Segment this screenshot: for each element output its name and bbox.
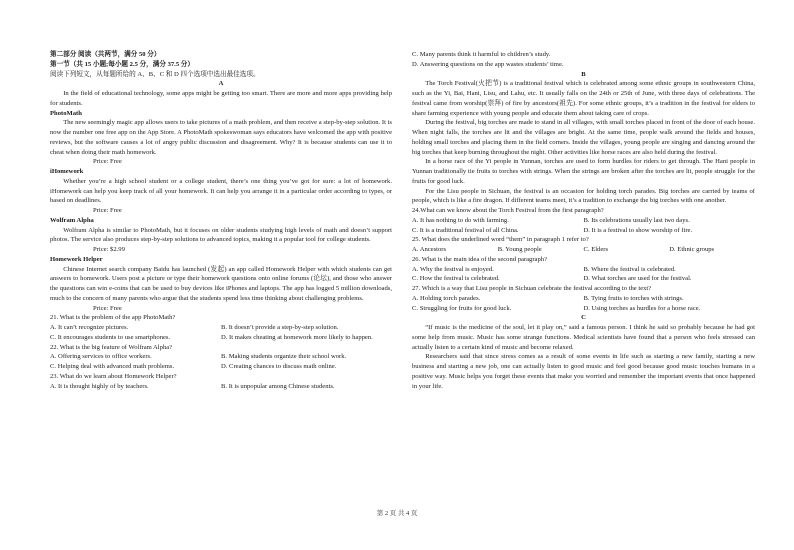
question-22: 22. What is the big feature of Wolfram Alpha? xyxy=(50,343,173,351)
wolfram-title: Wolfram Alpha xyxy=(50,216,94,224)
passage-b-paragraph-3: In a horse race of the Yi people in Yunnan, torches are used to form hurdles for riders to get through. The Hani people in Yunnan traditionally tie fruits to torches with strings. When the strings are broken after the torches are lit, people struggle for the fruits for good luck. xyxy=(412,158,755,185)
q23-option-d: D. Answering questions on the app wastes students’ time. xyxy=(412,60,564,68)
question-26-options-row-1 xyxy=(412,265,755,275)
q24-option-c: C. It is a traditional festival of all China. xyxy=(412,226,519,234)
q25-option-a: A. Ancestors xyxy=(412,246,447,253)
q21-option-c: C. It encourages students to use smartphones. xyxy=(50,333,171,341)
q27-option-d: D. Using torches as hurdles for a horse race. xyxy=(583,304,701,312)
instruction: 阅读下列短文，从每题所给的 A、B、C 和 D 四个选项中选出最佳选项。 xyxy=(50,70,260,78)
wolfram-price: Price: $2.99 xyxy=(93,246,125,253)
q25-option-d: D. Ethnic groups xyxy=(669,246,715,253)
ihomework-price: Price: Free xyxy=(93,207,122,214)
q25-option-b: B. Young people xyxy=(497,246,542,253)
homework-helper-paragraph: Chinese Internet search company Baidu has launched (发起) an app called Homework Helper with which students can get answers to homework. Users post a picture or type their homework questions onto online forums (论坛), and those who answer the questions can win e-coins that can be used to buy devices like iPhones and laptops. The app has logged 5 million downloads, much to the concern of many parents who argue that the students spend less time thinking about challenging problems. xyxy=(50,265,392,302)
question-26: 26. What is the main idea of the second paragraph? xyxy=(412,255,548,263)
homework-helper-price: Price: Free xyxy=(93,304,122,312)
question-24-options-row-1 xyxy=(412,216,755,226)
left-column xyxy=(50,50,392,391)
page-number-footer: 第 2 页 共 4 页 xyxy=(376,510,418,517)
q24-option-a: A. It has nothing to do with farming. xyxy=(412,216,509,224)
photomath-title: PhotoMath xyxy=(50,109,82,117)
passage-a-label: A xyxy=(218,80,224,88)
question-22-options-row-1 xyxy=(50,352,392,362)
q21-option-d: D. It makes cheating at homework more likely to happen. xyxy=(221,333,373,341)
question-22-options-row-2 xyxy=(50,362,392,372)
photomath-paragraph: The new seemingly magic app allows users to take pictures of a math problem, and then receive a step-by-step solution. It is now the number one free app on the App Store. A PhotoMath spokeswoman says educators have welcomed the app with positive reviews, but the software causes a lot of angry public discussion and disagreement. Why? It is because students can use it to cheat when doing their math homework. xyxy=(50,119,392,156)
q22-option-d: D. Creating chances to discuss math online. xyxy=(221,363,337,370)
question-23-options-row-1 xyxy=(50,382,392,392)
q24-option-b: B. Its celebrations usually last two days. xyxy=(583,216,690,224)
q26-option-a: A. Why the festival is enjoyed. xyxy=(412,265,494,273)
q25-option-c: C. Elders xyxy=(583,246,609,253)
photomath-price: Price: Free xyxy=(93,158,122,166)
q26-option-b: B. Where the festival is celebrated. xyxy=(583,265,676,273)
ihomework-paragraph: Whether you’re a high school student or a college student, there’s one thing you’ve got for sure: a lot of homework. iHomework can help you keep track of all your homework. It can help you arrange it in a particular order according to types, or based on deadlines. xyxy=(50,177,392,205)
passage-c-paragraph-2: Researchers said that since stress comes as a result of some events in life such as starting a new family, starting a new business and starting a new job, one can actually listen to good music and feel good because good music touches humans in a positive way. Music helps you forget these events that make you worried and remember the important events that once happened in your life. xyxy=(412,353,755,390)
q22-option-b: B. Making students organize their school work. xyxy=(221,353,347,361)
ihomework-title: iHomework xyxy=(50,168,84,175)
passage-c-paragraph-1: “If music is the medicine of the soul, let it play on,” said a famous person. I think he said so probably because he had got some help from music. Music has some strange functions. Medical scientists have found that a person who feels stressed can actually listen to a certain kind of music and become relaxed. xyxy=(412,324,755,351)
question-21-options-row-1 xyxy=(50,323,392,333)
section-heading: 第一节（共 15 小题;每小题 2.5 分，满分 37.5 分） xyxy=(50,60,194,68)
q21-option-b: B. It doesn’t provide a step-by-step solution. xyxy=(221,324,339,331)
right-column xyxy=(412,50,755,391)
question-23: 23. What do we learn about Homework Helper? xyxy=(50,372,177,380)
q27-option-c: C. Struggling for fruits for good luck. xyxy=(412,304,512,312)
question-27-options-row-1 xyxy=(412,294,755,304)
question-24-options-row-2 xyxy=(412,226,755,236)
q22-option-c: C. Helping deal with advanced math problems. xyxy=(50,363,175,370)
passage-b-paragraph-4: For the Lisu people in Sichuan, the festival is an occasion for holding torch parades. Big torches are carried by teams of people, which is like a fire dragon. If different teams meet, it’s a tradition to exchange the big torches with one another. xyxy=(412,187,755,205)
question-25-options xyxy=(412,245,755,255)
question-27: 27. Which is a way that Lisu people in Sichuan celebrate the festival according to the text? xyxy=(412,285,652,292)
question-21: 21. What is the problem of the app PhotoMath? xyxy=(50,314,176,322)
passage-b-paragraph-1: The Torch Festival(火把节) is a traditional festival which is celebrated among some ethnic groups in southwestern China, such as the Yi, Bai, Hani, Lisu, and Lahu, etc. It usually falls on the 24th or 25th of June, with three days of celebrations. The festival came from worship(崇拜) of fire by ancestors(祖先). For some ethnic groups, it’s a tradition in the festival for elders to share farming experience with young people and educate them about taking care of crops. xyxy=(412,80,755,117)
part-heading: 第二部分 阅读（共两节，满分 50 分） xyxy=(50,51,161,58)
homework-helper-title: Homework Helper xyxy=(50,255,103,263)
q22-option-a: A. Offering services to office workers. xyxy=(50,353,152,361)
question-24: 24.What can we know about the Torch Festival from the first paragraph? xyxy=(412,207,604,214)
q23-option-a: A. It is thought highly of by teachers. xyxy=(50,382,149,390)
passage-c-label: C xyxy=(581,314,586,322)
wolfram-paragraph: Wolfram Alpha is similar to PhotoMath, but it focuses on older students studying high levels of math and doesn’t support photos. The service also produces step-by-step solutions to advanced topics, making it a popular tool for college students. xyxy=(50,226,392,244)
question-27-options-row-2 xyxy=(412,304,755,314)
passage-a-intro: In the field of educational technology, some apps might be getting too smart. There are more and more apps providing help for students. xyxy=(50,90,392,107)
passage-b-paragraph-2: During the festival, big torches are made to stand in all villages, with small torches placed in front of the door of each house. When night falls, the torches are lit and the villages are bright. At the same time, people walk around the fields and houses, holding small torches and placing them in the field corners. Inside the villages, young people are singing and dancing around the big torches that keep burning throughout the night. Other activities like horse races are also held during the festival. xyxy=(412,119,755,156)
q21-option-a: A. It can’t recognize pictures. xyxy=(50,324,129,331)
q24-option-d: D. It is a festival to show worship of fire. xyxy=(583,226,693,234)
q27-option-b: B. Tying fruits to torches with strings. xyxy=(583,294,684,302)
q26-option-c: C. How the festival is celebrated. xyxy=(412,275,500,283)
question-26-options-row-2 xyxy=(412,274,755,284)
question-25: 25. What does the underlined word “them” in paragraph 1 refer to? xyxy=(412,236,589,244)
q27-option-a: A. Holding torch parades. xyxy=(412,294,481,302)
question-21-options-row-2 xyxy=(50,333,392,343)
q23-option-c: C. Many parents think it harmful to children’s study. xyxy=(412,51,551,58)
q26-option-d: D. What torches are used for the festival. xyxy=(583,275,692,283)
q23-option-b: B. It is unpopular among Chinese students. xyxy=(221,382,335,390)
passage-b-label: B xyxy=(581,70,586,78)
